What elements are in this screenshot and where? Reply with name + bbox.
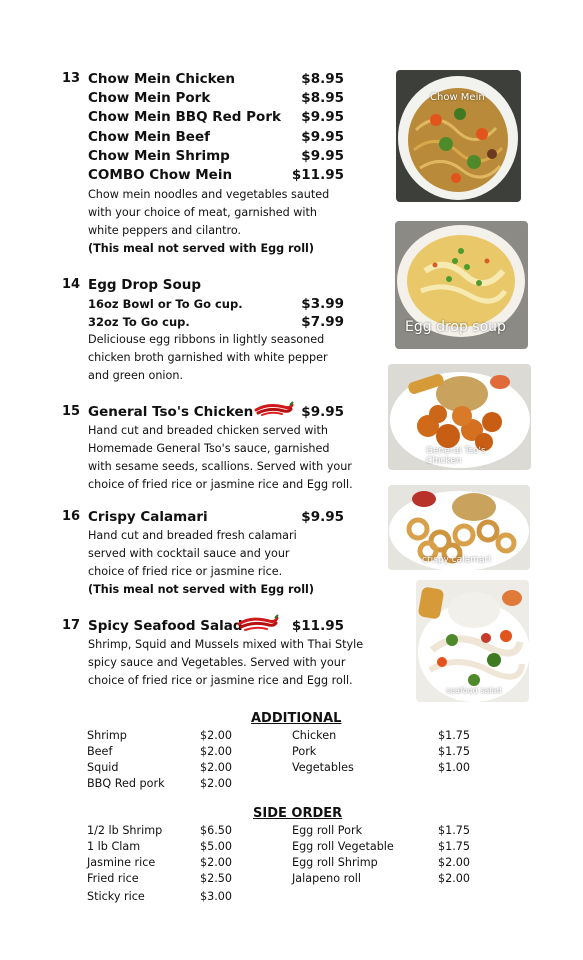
- description-line: choice of fried rice or jasmine rice.: [88, 565, 283, 578]
- list-item: Chicken $1.75: [292, 729, 470, 742]
- list-item: Vegetables $1.00: [292, 761, 470, 774]
- seafood-salad-photo: [416, 580, 529, 702]
- description-line: Shrimp, Squid and Mussels mixed with Thai Style: [88, 638, 364, 651]
- additional-left-list: [87, 729, 232, 793]
- additional-right-list: [292, 729, 470, 777]
- item-price: $9.95: [301, 404, 344, 420]
- option-price: $7.99: [301, 314, 344, 330]
- side-order-left-list: [87, 824, 232, 906]
- item-description: [88, 331, 328, 385]
- item-description: [88, 527, 314, 599]
- photo-caption: crispy calamari: [422, 555, 491, 565]
- description-line: served with cocktail sauce and your: [88, 547, 290, 560]
- section-heading: SIDE ORDER: [253, 806, 343, 821]
- item-price: $11.95: [291, 618, 344, 634]
- photo-caption: General Tso's Chicken: [426, 446, 486, 466]
- item-name: Chow Mein Pork: [88, 90, 211, 106]
- item-price: $8.95: [301, 90, 344, 106]
- list-item: Fried rice $2.50: [87, 872, 232, 885]
- description-line: Homemade General Tso's sauce, garnished: [88, 442, 330, 455]
- description-line: Hand cut and breaded fresh calamari: [88, 529, 297, 542]
- description-line: Deliciouse egg ribbons in lightly seasoned: [88, 333, 325, 346]
- list-item: 1/2 lb Shrimp $6.50: [87, 824, 232, 837]
- description-line: choice of fried rice or jasmine rice and Egg roll.: [88, 674, 353, 687]
- item-note: (This meal not served with Egg roll): [88, 583, 314, 596]
- item-price: $11.95: [291, 167, 344, 183]
- list-item: Jalapeno roll $2.00: [292, 872, 470, 885]
- item-price: $9.95: [301, 109, 344, 125]
- item-description: [88, 422, 353, 494]
- item-number: 15: [62, 404, 81, 419]
- option-label: 32oz To Go cup.: [88, 315, 190, 329]
- item-name: Chow Mein Shrimp: [88, 148, 230, 164]
- description-line: white peppers and cilantro.: [88, 224, 242, 237]
- list-item: Squid $2.00: [87, 761, 232, 774]
- description-line: and green onion.: [88, 369, 184, 382]
- general-tso-chicken-photo: [388, 364, 531, 470]
- item-name: Egg Drop Soup: [88, 277, 202, 293]
- item-description: [88, 186, 329, 258]
- list-item: 1 lb Clam $5.00: [87, 840, 232, 853]
- section-heading: ADDITIONAL: [251, 711, 342, 726]
- egg-drop-soup-photo: [395, 221, 528, 349]
- item-name: COMBO Chow Mein: [88, 167, 233, 183]
- item-note: (This meal not served with Egg roll): [88, 242, 314, 255]
- photo-caption: Chow Mein: [430, 92, 485, 103]
- photo-caption: seafood salad: [446, 686, 502, 695]
- item-number: 17: [62, 618, 81, 633]
- list-item: Egg roll Shrimp $2.00: [292, 856, 470, 869]
- chili-pepper-icon: [237, 614, 279, 638]
- list-item: Jasmine rice $2.00: [87, 856, 232, 869]
- item-name: Crispy Calamari: [88, 509, 208, 525]
- item-name: Chow Mein Chicken: [88, 71, 236, 87]
- side-order-right-list: [292, 824, 470, 888]
- description-line: Hand cut and breaded chicken served with: [88, 424, 328, 437]
- description-line: spicy sauce and Vegetables. Served with your: [88, 656, 346, 669]
- chow-mein-photo: [396, 70, 521, 202]
- list-item: Pork $1.75: [292, 745, 470, 758]
- list-item: Shrimp $2.00: [87, 729, 232, 742]
- item-name: Spicy Seafood Salad: [88, 618, 243, 634]
- item-price: $9.95: [301, 129, 344, 145]
- item-price: $9.95: [301, 148, 344, 164]
- item-description: [88, 636, 363, 690]
- description-line: with sesame seeds, scallions. Served with your: [88, 460, 352, 473]
- list-item: Sticky rice $3.00: [87, 890, 232, 903]
- list-item: Beef $2.00: [87, 745, 232, 758]
- list-item: Egg roll Pork $1.75: [292, 824, 470, 837]
- photo-caption: Egg drop soup: [405, 319, 506, 335]
- crispy-calamari-photo: [388, 485, 530, 570]
- list-item: Egg roll Vegetable $1.75: [292, 840, 470, 853]
- item-name: Chow Mein Beef: [88, 129, 210, 145]
- description-line: choice of fried rice or jasmine rice and Egg roll.: [88, 478, 353, 491]
- item-price: $8.95: [301, 71, 344, 87]
- option-price: $3.99: [301, 296, 344, 312]
- description-line: with your choice of meat, garnished with: [88, 206, 318, 219]
- description-line: Chow mein noodles and vegetables sauted: [88, 188, 330, 201]
- description-line: chicken broth garnished with white pepper: [88, 351, 328, 364]
- item-number: 16: [62, 509, 81, 524]
- option-label: 16oz Bowl or To Go cup.: [88, 297, 243, 311]
- item-price: $9.95: [301, 509, 344, 525]
- list-item: BBQ Red pork $2.00: [87, 777, 232, 790]
- item-number: 14: [62, 277, 81, 292]
- item-number: 13: [62, 71, 81, 86]
- item-name: Chow Mein BBQ Red Pork: [88, 109, 281, 125]
- item-name: General Tso's Chicken: [88, 404, 254, 420]
